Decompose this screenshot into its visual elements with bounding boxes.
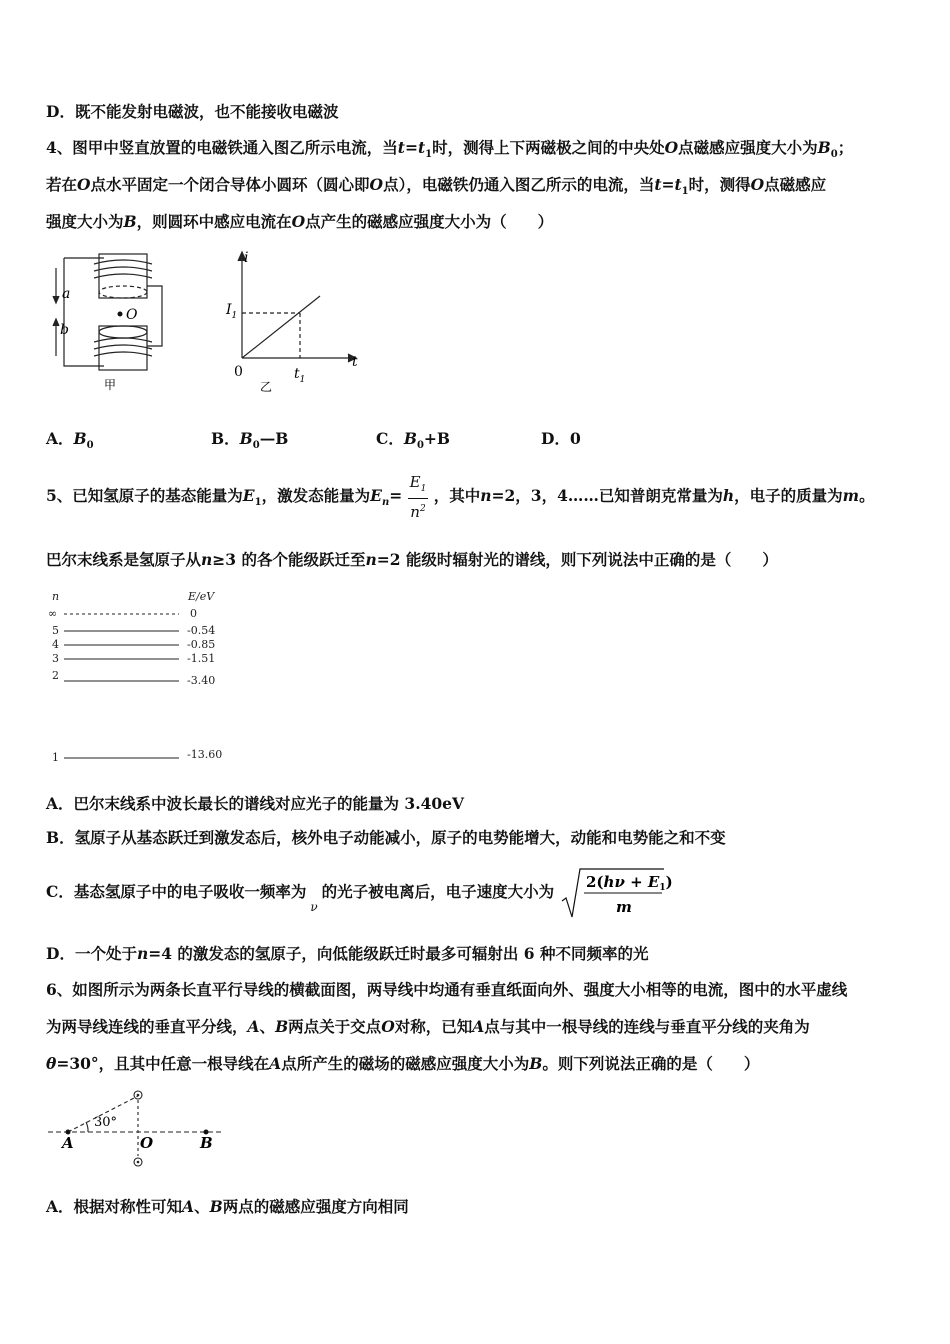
q6-line2: 为两导线连线的垂直平分线，A、B两点关于交点O对称，已知A点与其中一根导线的连线与垂直平分线的夹角为: [46, 1017, 810, 1036]
velocity-formula: [560, 865, 673, 921]
point-O: O: [140, 1134, 154, 1152]
level-2-n: 2: [52, 669, 59, 682]
level-1-n: 1: [52, 751, 59, 764]
svg-text:m: m: [615, 898, 632, 916]
angle-label: 30°: [94, 1115, 118, 1130]
level-4-n: 4: [52, 638, 59, 651]
caption-yi: 乙: [260, 380, 273, 394]
levels-E-header: E/eV: [188, 590, 215, 603]
level-inf-n: ∞: [48, 607, 58, 620]
energy-fraction: $\frac{E_1}{n^2}$: [409, 473, 427, 521]
point-A: A: [62, 1134, 74, 1152]
level-3-E: -1.51: [187, 652, 216, 665]
electromagnet-figure: [44, 246, 174, 396]
q4-line1: 4、图甲中竖直放置的电磁铁通入图乙所示电流，当$t=t_1$时，测得上下两磁极之间的中央处O点磁感应强度大小为$B_0$；: [46, 138, 854, 161]
q4-line3: 强度大小为B，则圆环中感应电流在O点产生的磁感应强度大小为（ ）: [46, 212, 554, 231]
q5-option-b: B．氢原子从基态跃迁到激发态后，核外电子动能减小，原子的电势能增大，动能和电势能之和不变: [46, 828, 726, 847]
axis-t: t: [352, 354, 358, 370]
level-inf-E: 0: [190, 607, 197, 620]
q6-option-a: A．根据对称性可知A、B两点的磁感应强度方向相同: [46, 1197, 409, 1216]
q6-line1: 6、如图所示为两条长直平行导线的横截面图，两导线中均通有垂直纸面向外、强度大小相等的电流，图中的水平虚线: [46, 980, 848, 999]
label-I1: $I_1$: [226, 302, 238, 321]
q5-option-c: C．基态氢原子中的电子吸收一频率为$_\nu$的光子被电离后，电子速度大小为 $2(h\nu + E_1)$ m: [46, 864, 666, 920]
level-1-E: -13.60: [187, 748, 223, 761]
q4-line2: 若在O点水平固定一个闭合导体小圆环（圆心即O点），电磁铁仍通入图乙所示的电流，当$t=t_1$时，测得O点磁感应: [46, 175, 827, 198]
level-3-n: 3: [52, 652, 59, 665]
label-a: a: [62, 286, 71, 302]
current-graph: [222, 248, 372, 398]
energy-level-diagram: [44, 588, 244, 768]
level-4-E: -0.85: [187, 638, 216, 651]
label-origin: 0: [234, 364, 243, 380]
q5-line1: 5、已知氢原子的基态能量为$E_1$，激发态能量为$E_n=$ $\frac{E_1}{n^2}$ ，其中n=2，3，4……已知普朗克常量为h，电子的质量为m。: [46, 473, 875, 521]
caption-jia: 甲: [104, 378, 117, 392]
level-5-n: 5: [52, 624, 59, 637]
point-B: B: [200, 1134, 213, 1152]
q6-line3: θ=30°，且其中任意一根导线在A点所产生的磁场的磁感应强度大小为B。则下列说法正确的是（ ）: [46, 1054, 760, 1073]
q4-option-c: C．$B_0+B$: [376, 429, 451, 452]
axis-i: i: [244, 250, 249, 266]
q4-option-b: B．$B_0—B$: [211, 429, 289, 452]
label-O: O: [126, 307, 138, 323]
q5-line2: 巴尔末线系是氢原子从n≥3 的各个能级跃迁至n=2 能级时辐射光的谱线，则下列说法中正确的是（ ）: [46, 550, 778, 569]
level-2-E: -3.40: [187, 674, 216, 687]
q4-option-a: A．$B_0$: [46, 429, 94, 452]
q3-option-d: D．既不能发射电磁波，也不能接收电磁波: [46, 102, 339, 121]
q4-option-d: D．0: [541, 429, 581, 448]
parallel-wires-figure: [44, 1086, 234, 1172]
q5-option-d: D．一个处于n=4 的激发态的氢原子，向低能级跃迁时最多可辐射出 6 种不同频率的光: [46, 944, 649, 963]
svg-text:2(hν + E1): $2(h\nu + E_1)$: [585, 873, 673, 893]
label-t1: $t_1$: [294, 366, 306, 385]
level-5-E: -0.54: [187, 624, 216, 637]
levels-n-header: n: [52, 590, 60, 603]
q5-option-a: A．巴尔末线系中波长最长的谱线对应光子的能量为 3.40eV: [46, 794, 465, 813]
label-b: b: [60, 322, 69, 338]
